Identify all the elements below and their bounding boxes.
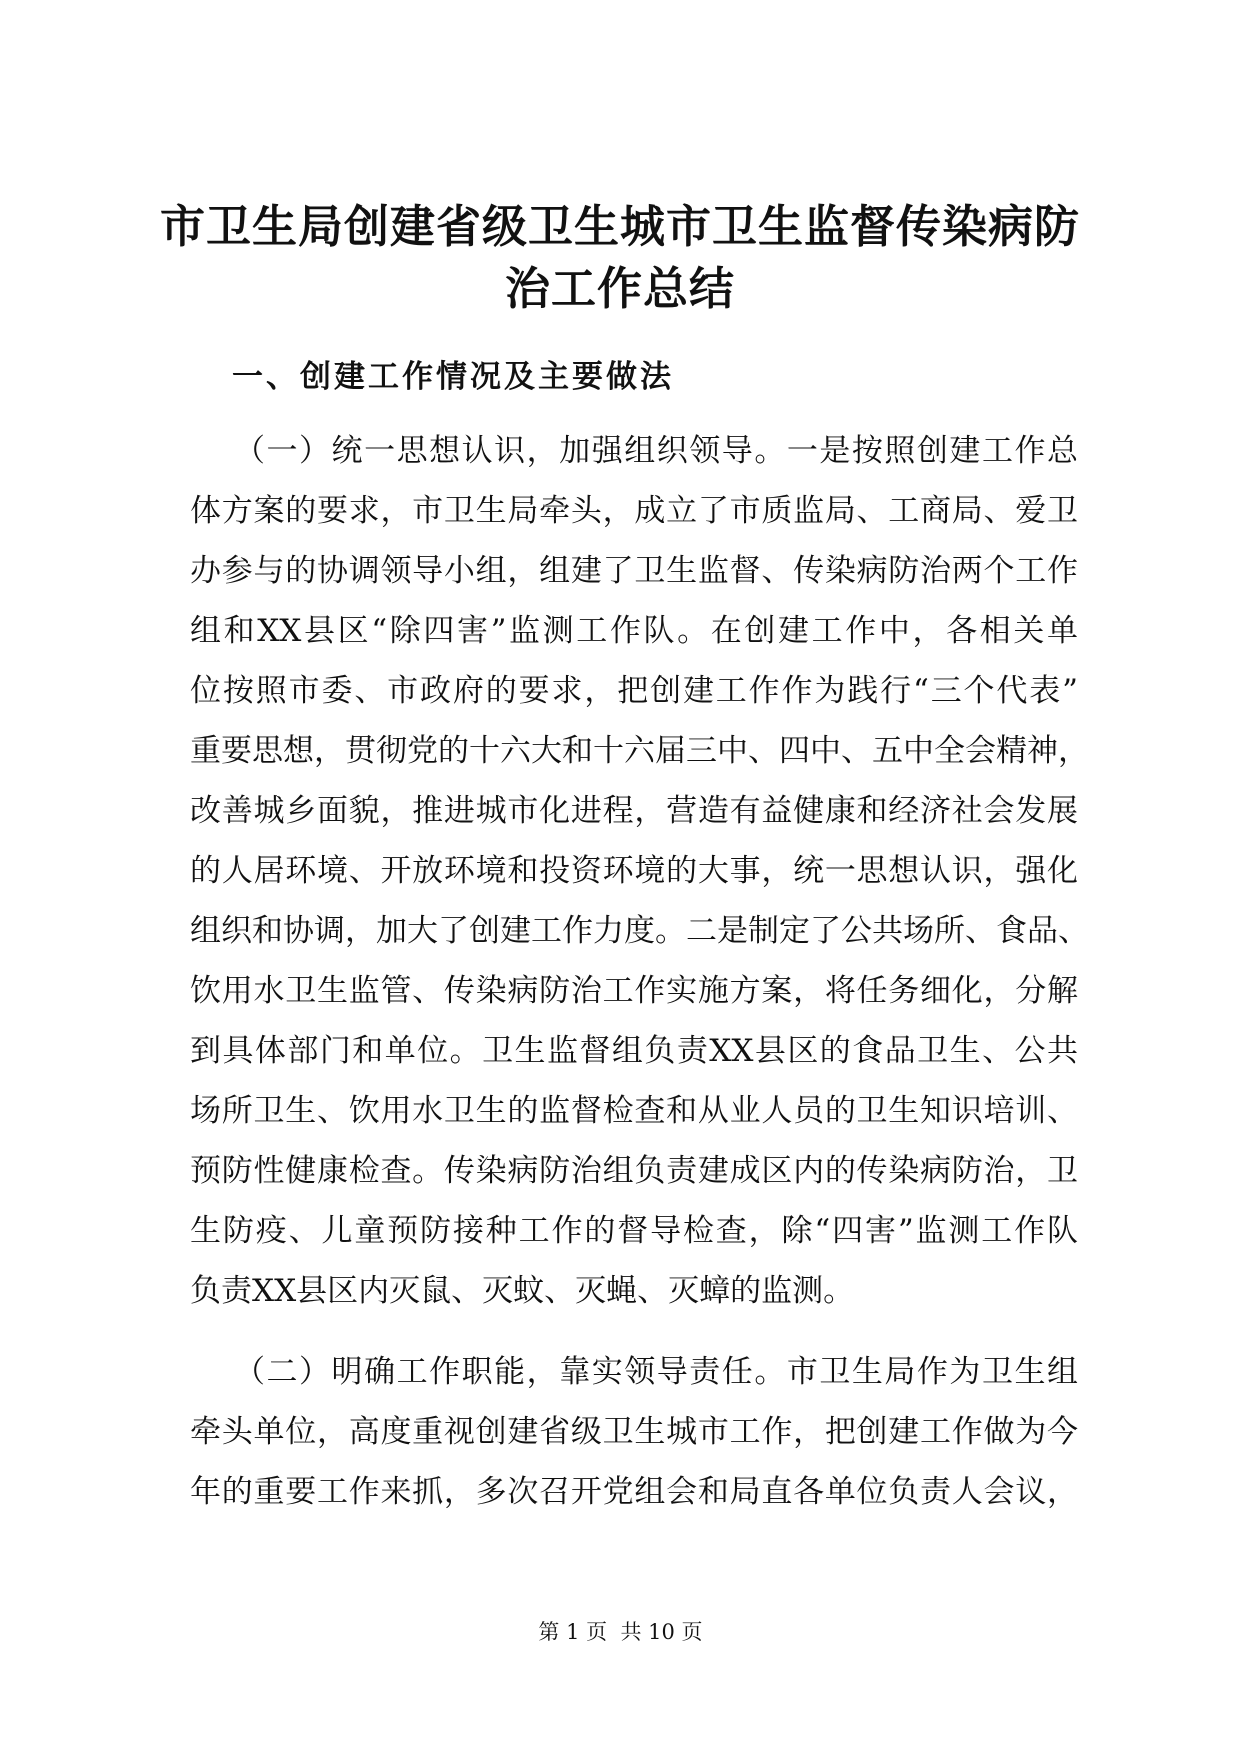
paragraph-line: 的人居环境、开放环境和投资环境的大事，统一思想认识，强化 [190,853,1078,889]
paragraph-line: 到具体部门和单位。卫生监督组负责XX县区的食品卫生、公共 [190,1033,1078,1069]
paragraph-line: 生防疫、儿童预防接种工作的督导检查，除“四害”监测工作队 [190,1213,1078,1249]
paragraph-line: （二）明确工作职能，靠实领导责任。市卫生局作为卫生组 [234,1354,1078,1390]
title-line-2: 治工作总结 [504,262,735,315]
section-heading: 一、创建工作情况及主要做法 [232,359,674,395]
title-line-1: 市卫生局创建省级卫生城市卫生监督传染病防 [159,200,1080,253]
document-title [150,196,1090,320]
paragraph-line: 组织和协调，加大了创建工作力度。二是制定了公共场所、食品、 [190,913,1089,949]
paragraph-line: 牵头单位，高度重视创建省级卫生城市工作，把创建工作做为今 [190,1414,1078,1450]
paragraph-line: 体方案的要求，市卫生局牵头，成立了市质监局、工商局、爱卫 [190,493,1078,529]
paragraph-line: 饮用水卫生监管、传染病防治工作实施方案，将任务细化，分解 [190,973,1078,1009]
paragraph-line: 场所卫生、饮用水卫生的监督检查和从业人员的卫生知识培训、 [190,1093,1078,1129]
paragraph-line: 年的重要工作来抓，多次召开党组会和局直各单位负责人会议， [190,1474,1078,1510]
paragraph-line: （一）统一思想认识，加强组织领导。一是按照创建工作总 [234,433,1078,469]
paragraph-line: 负责XX县区内灭鼠、灭蚊、灭蝇、灭蟑的监测。 [190,1273,855,1309]
paragraph-line: 组和XX县区“除四害”监测工作队。在创建工作中，各相关单 [190,613,1078,649]
paragraph-line: 改善城乡面貌，推进城市化进程，营造有益健康和经济社会发展 [190,793,1078,829]
paragraph-2 [190,1342,1078,1522]
paragraph-line: 预防性健康检查。传染病防治组负责建成区内的传染病防治，卫 [190,1153,1078,1189]
paragraph-line: 办参与的协调领导小组，组建了卫生监督、传染病防治两个工作 [190,553,1078,589]
paragraph-1 [190,421,1089,1321]
page-footer: 第 1 页 共 10 页 [538,1620,703,1644]
paragraph-line: 位按照市委、市政府的要求，把创建工作作为践行“三个代表” [190,673,1078,709]
paragraph-line: 重要思想，贯彻党的十六大和十六届三中、四中、五中全会精神， [190,733,1089,769]
